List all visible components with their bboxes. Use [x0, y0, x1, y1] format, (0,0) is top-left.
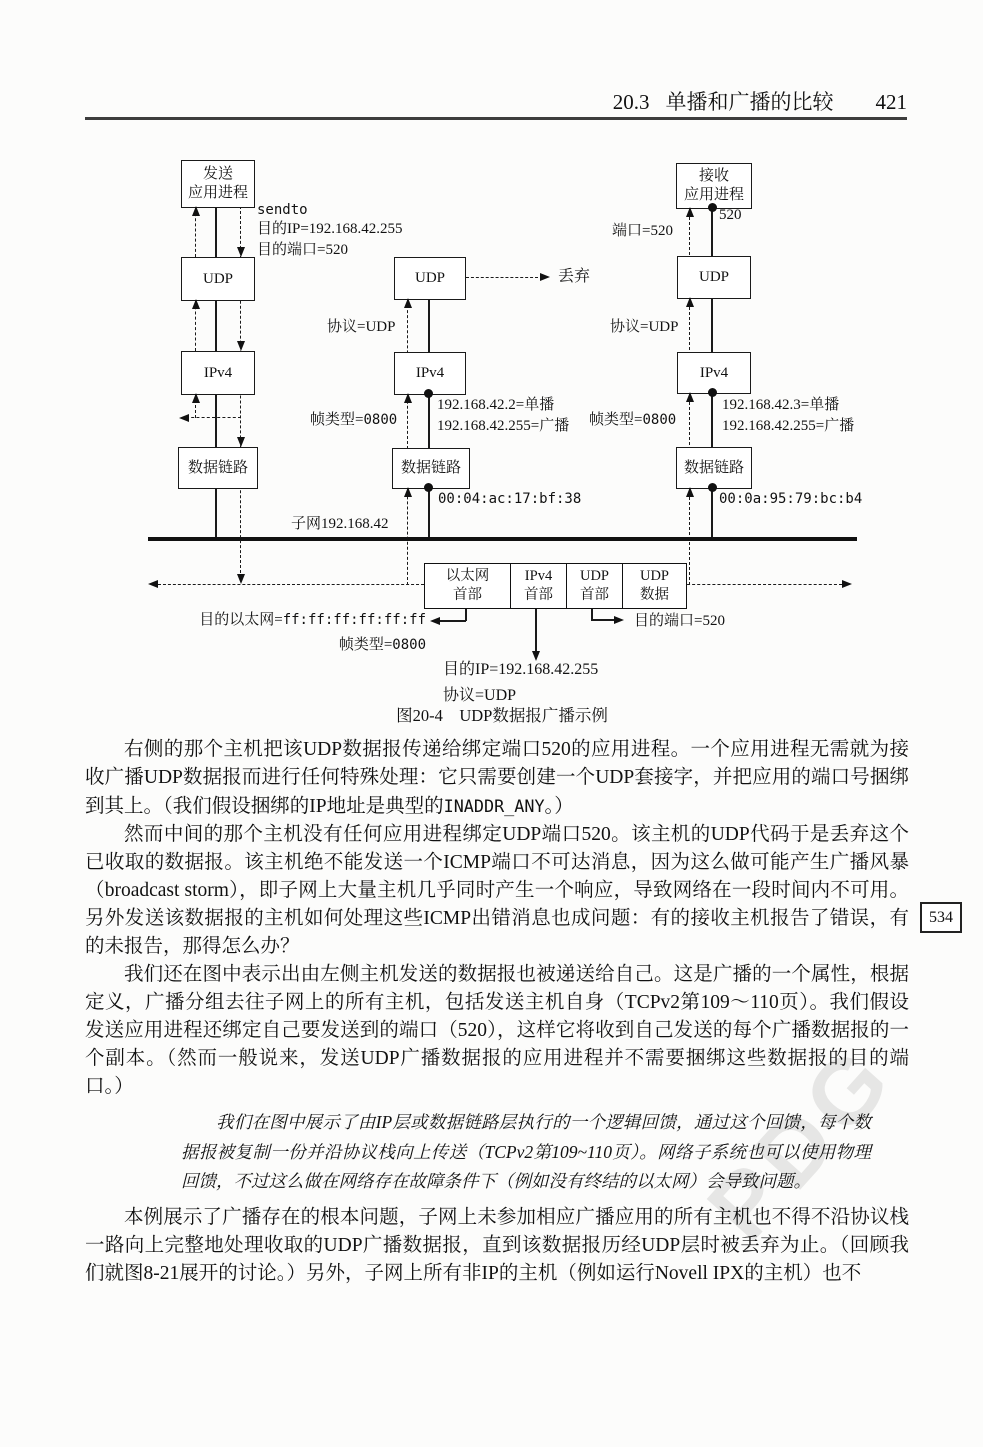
connection-dot — [708, 203, 717, 212]
connection-dot — [424, 389, 433, 398]
connection-dot — [424, 483, 433, 492]
callout-line — [591, 619, 616, 621]
section-title: 单播和广播的比较 — [665, 90, 834, 114]
cell-label: 首部 — [524, 587, 553, 603]
arrow-down-icon — [237, 574, 245, 584]
box-label: 应用进程 — [187, 185, 248, 201]
frame-type-value: 0800 — [642, 412, 677, 428]
frame-type-value: 0800 — [363, 412, 398, 428]
receiver-udp-box — [677, 256, 751, 299]
sender-datalink-box — [178, 447, 258, 489]
arrow-up-icon — [404, 298, 412, 308]
box-label: IPv4 — [203, 364, 233, 381]
cell-label: 数据 — [640, 587, 669, 603]
box-label: 应用进程 — [683, 187, 744, 203]
protocol-label: 协议=UDP — [610, 319, 679, 335]
sender-udp-box — [181, 257, 255, 301]
arrow-up-icon — [192, 206, 200, 216]
arrow-up-icon — [192, 299, 200, 309]
frame-type-label — [589, 411, 676, 429]
paragraph — [85, 1204, 909, 1288]
arrow-up-icon — [686, 207, 694, 217]
broadcast-address-label: 192.168.42.255=广播 — [722, 418, 855, 434]
bound-port-label: 520 — [719, 207, 742, 223]
frame-cell-ethernet-header — [424, 563, 511, 609]
arrow-left-icon — [430, 617, 440, 625]
text-run: 我们在图中展示了由IP层或数据链路层执行的一个逻辑回馈，通过这个回馈，每个数据报被复制一份并沿协议栈向上传送（TCPv2第109~110页）。网络子系统也可以使用物理回馈，不过这么做在网络存在故障条件下（例如没有终结的以太网）会导致问题。 — [181, 1112, 871, 1191]
box-label: 数据链路 — [683, 459, 744, 476]
middle-udp-box — [394, 257, 466, 300]
callout-line — [535, 607, 537, 653]
header-rule — [85, 117, 907, 120]
arrow-down-icon — [237, 341, 245, 351]
text-run: 然而中间的那个主机没有任何应用进程绑定UDP端口520。该主机的UDP代码于是丢弃这个已收取的数据报。该主机绝不能发送一个ICMP端口不可达消息，因为这么做可能产生广播风暴（broadcast storm），即子网上大量主机几乎同时产生一个响应，导致网络在一段时间内不可用。另外发送该数据报的主机如何处理这些ICMP出错消息也成问题：有的接收主机报告了错误，有的未报告，那得怎么办？ — [85, 824, 909, 957]
box-label: 接收 — [698, 168, 729, 184]
text-run: 我们还在图中表示出由左侧主机发送的数据报也被递送给自己。这是广播的一个属性，根据定义，广播分组去往子网上的所有主机，包括发送主机自身（TCPv2第109～110页）。我们假设发送应用进程还绑定自己要发送到的端口（520），这样它将收到自己发送的每个广播数据报的一个副本。（然而一般说来，发送UDP广播数据报的应用进程并不需要捆绑这些数据报的目的端口。） — [85, 964, 909, 1097]
solid-line — [428, 297, 430, 540]
paragraph — [85, 736, 909, 821]
figure-caption: 图20-4 UDP数据报广播示例 — [396, 706, 608, 725]
arrow-up-icon — [686, 297, 694, 307]
paragraph — [85, 821, 909, 961]
subnet-label: 子网192.168.42 — [291, 516, 389, 532]
cell-label: IPv4 — [524, 568, 553, 584]
text-run: 。） — [544, 796, 574, 817]
arrow-right-icon — [540, 273, 550, 281]
mac-address-label: 00:0a:95:79:bc:b4 — [719, 491, 863, 507]
sender-ipv4-box — [181, 351, 255, 395]
arrow-left-icon — [148, 580, 158, 588]
dest-eth-mac: ff:ff:ff:ff:ff:ff — [282, 612, 426, 628]
dest-port-label: 目的端口=520 — [257, 242, 348, 258]
discard-label: 丢弃 — [558, 268, 591, 285]
arrow-right-icon — [842, 580, 852, 588]
arrow-up-icon — [404, 487, 412, 497]
frame-type-label — [310, 411, 397, 429]
arrow-up-icon — [404, 393, 412, 403]
box-label: 数据链路 — [400, 460, 461, 476]
frame-cell-ipv4-header — [511, 563, 567, 609]
arrow-down-icon — [237, 437, 245, 447]
unicast-address-label: 192.168.42.2=单播 — [437, 397, 555, 413]
connection-dot — [708, 388, 717, 397]
frame-row — [424, 563, 687, 609]
box-label: UDP — [414, 270, 445, 286]
callout-line — [440, 620, 466, 622]
page-header — [85, 86, 907, 116]
dest-eth-prefix: 目的以太网= — [199, 612, 283, 628]
box-label: 发送 — [202, 166, 233, 182]
arrow-down-icon — [237, 247, 245, 257]
broadcast-address-label: 192.168.42.255=广播 — [437, 418, 570, 434]
dest-ethernet-label — [170, 611, 426, 629]
arrow-down-icon — [532, 651, 540, 661]
unicast-address-label: 192.168.42.3=单播 — [722, 397, 840, 413]
callout-line — [465, 607, 467, 621]
box-label: UDP — [202, 270, 233, 287]
frame-type-prefix: 帧类型= — [589, 412, 643, 428]
dashed-loopback-line — [186, 417, 241, 418]
protocol-label: 协议=UDP — [443, 687, 517, 704]
frame-type-label — [282, 636, 426, 654]
paragraph — [85, 961, 909, 1101]
frame-type-prefix: 帧类型= — [338, 637, 393, 653]
text-run: 右侧的那个主机把该UDP数据报传递给绑定端口520的应用进程。一个应用进程无需就为接收广播UDP数据报而进行任何特殊处理：它只需要创建一个UDP套接字，并把应用的端口号捆绑到其上。（我们假设捆绑的IP地址是典型的 — [85, 739, 909, 817]
box-label: UDP — [698, 269, 729, 285]
cell-label: 首部 — [453, 587, 482, 603]
dest-ip-label: 目的IP=192.168.42.255 — [257, 221, 403, 237]
protocol-label: 协议=UDP — [327, 319, 396, 335]
dashed-frame-line — [682, 584, 842, 585]
scan-watermark: PDG — [688, 1025, 914, 1260]
page-number: 421 — [875, 90, 907, 114]
inline-code: INADDR_ANY — [443, 796, 545, 816]
box-label: IPv4 — [699, 364, 729, 381]
subnet-wire — [148, 537, 857, 541]
arrow-up-icon — [192, 393, 200, 403]
box-label: 数据链路 — [187, 459, 248, 476]
arrow-up-icon — [686, 392, 694, 402]
arrow-up-icon — [686, 487, 694, 497]
port-label: 端口=520 — [612, 223, 673, 239]
cell-label: 首部 — [580, 587, 609, 603]
cell-label: 以太网 — [445, 568, 490, 584]
cell-label: UDP — [579, 568, 609, 584]
box-label: IPv4 — [415, 365, 445, 381]
cell-label: UDP — [639, 568, 669, 584]
sendto-label: sendto — [257, 202, 308, 218]
frame-type-prefix: 帧类型= — [310, 412, 364, 428]
frame-type-value: 0800 — [392, 637, 426, 653]
dest-port-label: 目的端口=520 — [634, 613, 725, 629]
dest-ip-label: 目的IP=192.168.42.255 — [443, 661, 599, 678]
receiver-app-box — [676, 163, 752, 209]
arrow-left-icon — [179, 414, 189, 422]
margin-page-marker: 534 — [920, 902, 962, 933]
note-paragraph — [181, 1108, 871, 1197]
connection-dot — [708, 483, 717, 492]
frame-cell-udp-data — [623, 563, 687, 609]
section-number: 20.3 — [612, 90, 650, 114]
dashed-frame-line — [158, 584, 424, 585]
dashed-receive-line — [407, 300, 408, 585]
mac-address-label: 00:04:ac:17:bf:38 — [438, 491, 582, 507]
sender-app-box — [181, 160, 255, 208]
arrow-right-icon — [614, 616, 624, 624]
frame-cell-udp-header — [567, 563, 623, 609]
text-run: 本例展示了广播存在的根本问题，子网上未参加相应广播应用的所有主机也不得不沿协议栈一路向上完整地处理收取的UDP广播数据报，直到该数据报历经UDP层时被丢弃为止。（回顾我们就图8-21展开的讨论。）另外，子网上所有非IP的主机（例如运行Novell IPX的主机）也不 — [85, 1206, 909, 1284]
dashed-discard-line — [466, 277, 538, 278]
body-text — [85, 736, 909, 1288]
